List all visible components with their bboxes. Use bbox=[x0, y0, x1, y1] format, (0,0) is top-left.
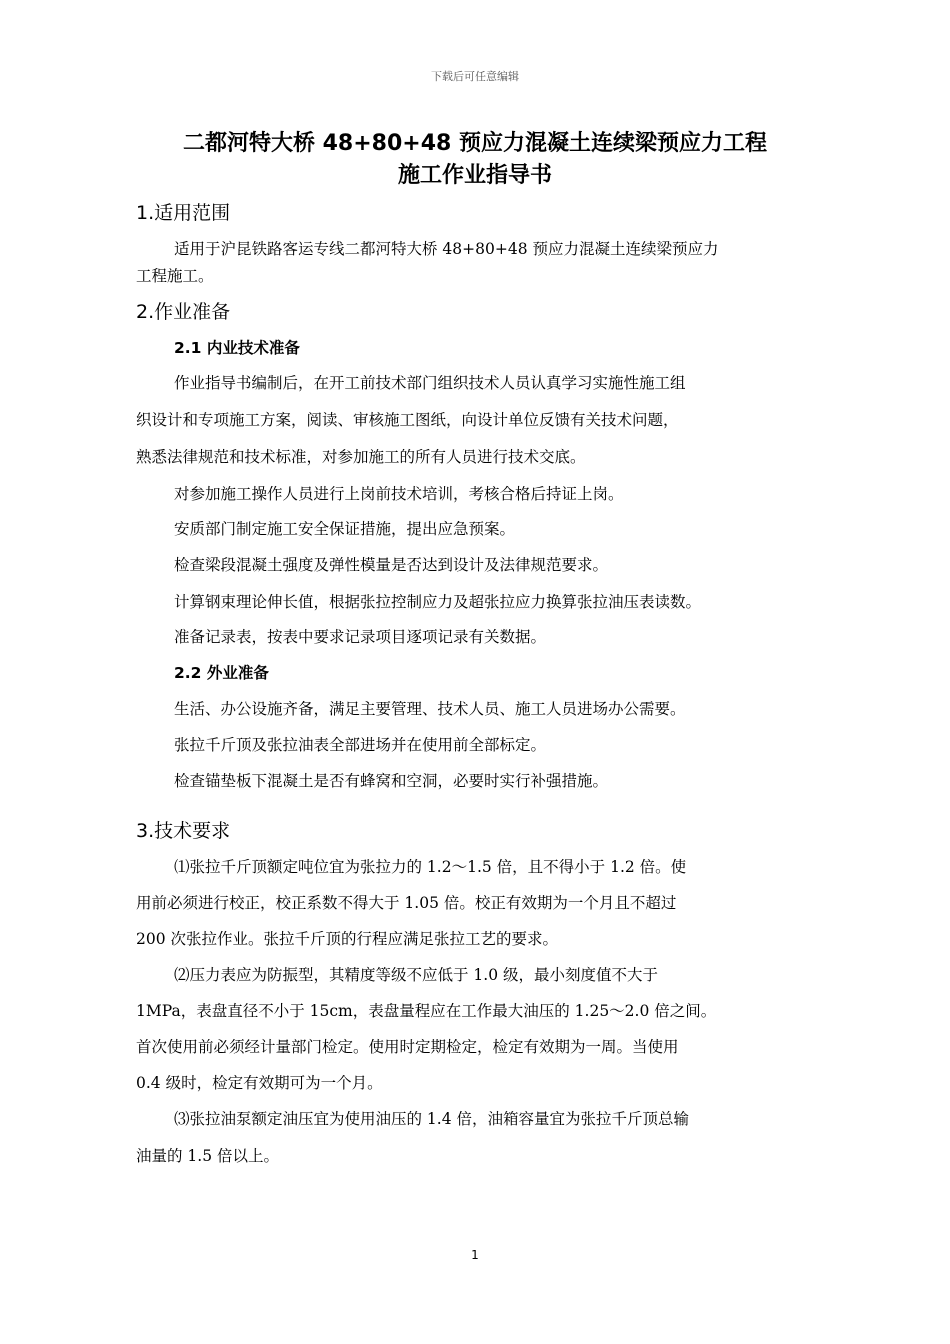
header-note: 下载后可任意编辑 bbox=[431, 70, 519, 83]
paragraph-line: 0.4 级时，检定有效期可为一个月。 bbox=[136, 1074, 383, 1092]
paragraph-line: 安质部门制定施工安全保证措施，提出应急预案。 bbox=[174, 520, 516, 538]
document-title-line2: 施工作业指导书 bbox=[397, 163, 552, 188]
section-heading-3: 3.技术要求 bbox=[136, 820, 231, 842]
paragraph-line: 准备记录表，按表中要求记录项目逐项记录有关数据。 bbox=[174, 628, 547, 646]
paragraph-line: ⑵压力表应为防振型，其精度等级不应低于 1.0 级，最小刻度值不大于 bbox=[174, 966, 659, 984]
document-title-line1: 二都河特大桥 48+80+48 预应力混凝土连续梁预应力工程 bbox=[182, 131, 768, 156]
paragraph-line: 张拉千斤顶及张拉油表全部进场并在使用前全部标定。 bbox=[174, 736, 547, 754]
paragraph-line: 对参加施工操作人员进行上岗前技术培训，考核合格后持证上岗。 bbox=[174, 485, 624, 503]
paragraph-line: 熟悉法律规范和技术标准，对参加施工的所有人员进行技术交底。 bbox=[136, 448, 586, 466]
subsection-heading-2-1: 2.1 内业技术准备 bbox=[174, 339, 300, 357]
paragraph-line: 200 次张拉作业。张拉千斤顶的行程应满足张拉工艺的要求。 bbox=[136, 930, 559, 948]
paragraph-line: 作业指导书编制后，在开工前技术部门组织技术人员认真学习实施性施工组 bbox=[174, 374, 686, 392]
paragraph-line: ⑴张拉千斤顶额定吨位宜为张拉力的 1.2～1.5 倍，且不得小于 1.2 倍。使 bbox=[174, 858, 687, 876]
section-heading-1: 1.适用范围 bbox=[136, 202, 231, 224]
paragraph-line: 检查梁段混凝土强度及弹性模量是否达到设计及法律规范要求。 bbox=[174, 556, 609, 574]
paragraph-line: 计算钢束理论伸长值，根据张拉控制应力及超张拉应力换算张拉油压表读数。 bbox=[174, 593, 702, 611]
page-number: 1 bbox=[471, 1248, 479, 1262]
paragraph-line: 织设计和专项施工方案，阅读、审核施工图纸，向设计单位反馈有关技术问题， bbox=[136, 411, 679, 429]
subsection-heading-2-2: 2.2 外业准备 bbox=[174, 664, 269, 682]
paragraph-line: 油量的 1.5 倍以上。 bbox=[136, 1147, 280, 1165]
paragraph-line: 1MPa，表盘直径不小于 15cm，表盘量程应在工作最大油压的 1.25～2.0 倍之间。 bbox=[136, 1002, 717, 1020]
paragraph-line: 适用于沪昆铁路客运专线二都河特大桥 48+80+48 预应力混凝土连续梁预应力 bbox=[174, 240, 719, 258]
section-heading-2: 2.作业准备 bbox=[136, 301, 231, 323]
paragraph-line: 用前必须进行校正，校正系数不得大于 1.05 倍。校正有效期为一个月且不超过 bbox=[136, 894, 677, 912]
paragraph-line: 首次使用前必须经计量部门检定。使用时定期检定，检定有效期为一周。当使用 bbox=[136, 1038, 679, 1056]
paragraph-line: 生活、办公设施齐备，满足主要管理、技术人员、施工人员进场办公需要。 bbox=[174, 700, 686, 718]
paragraph-line: 检查锚垫板下混凝土是否有蜂窝和空洞，必要时实行补强措施。 bbox=[174, 772, 609, 790]
paragraph-line: 工程施工。 bbox=[136, 267, 214, 285]
paragraph-line: ⑶张拉油泵额定油压宜为使用油压的 1.4 倍，油箱容量宜为张拉千斤顶总输 bbox=[174, 1110, 690, 1128]
